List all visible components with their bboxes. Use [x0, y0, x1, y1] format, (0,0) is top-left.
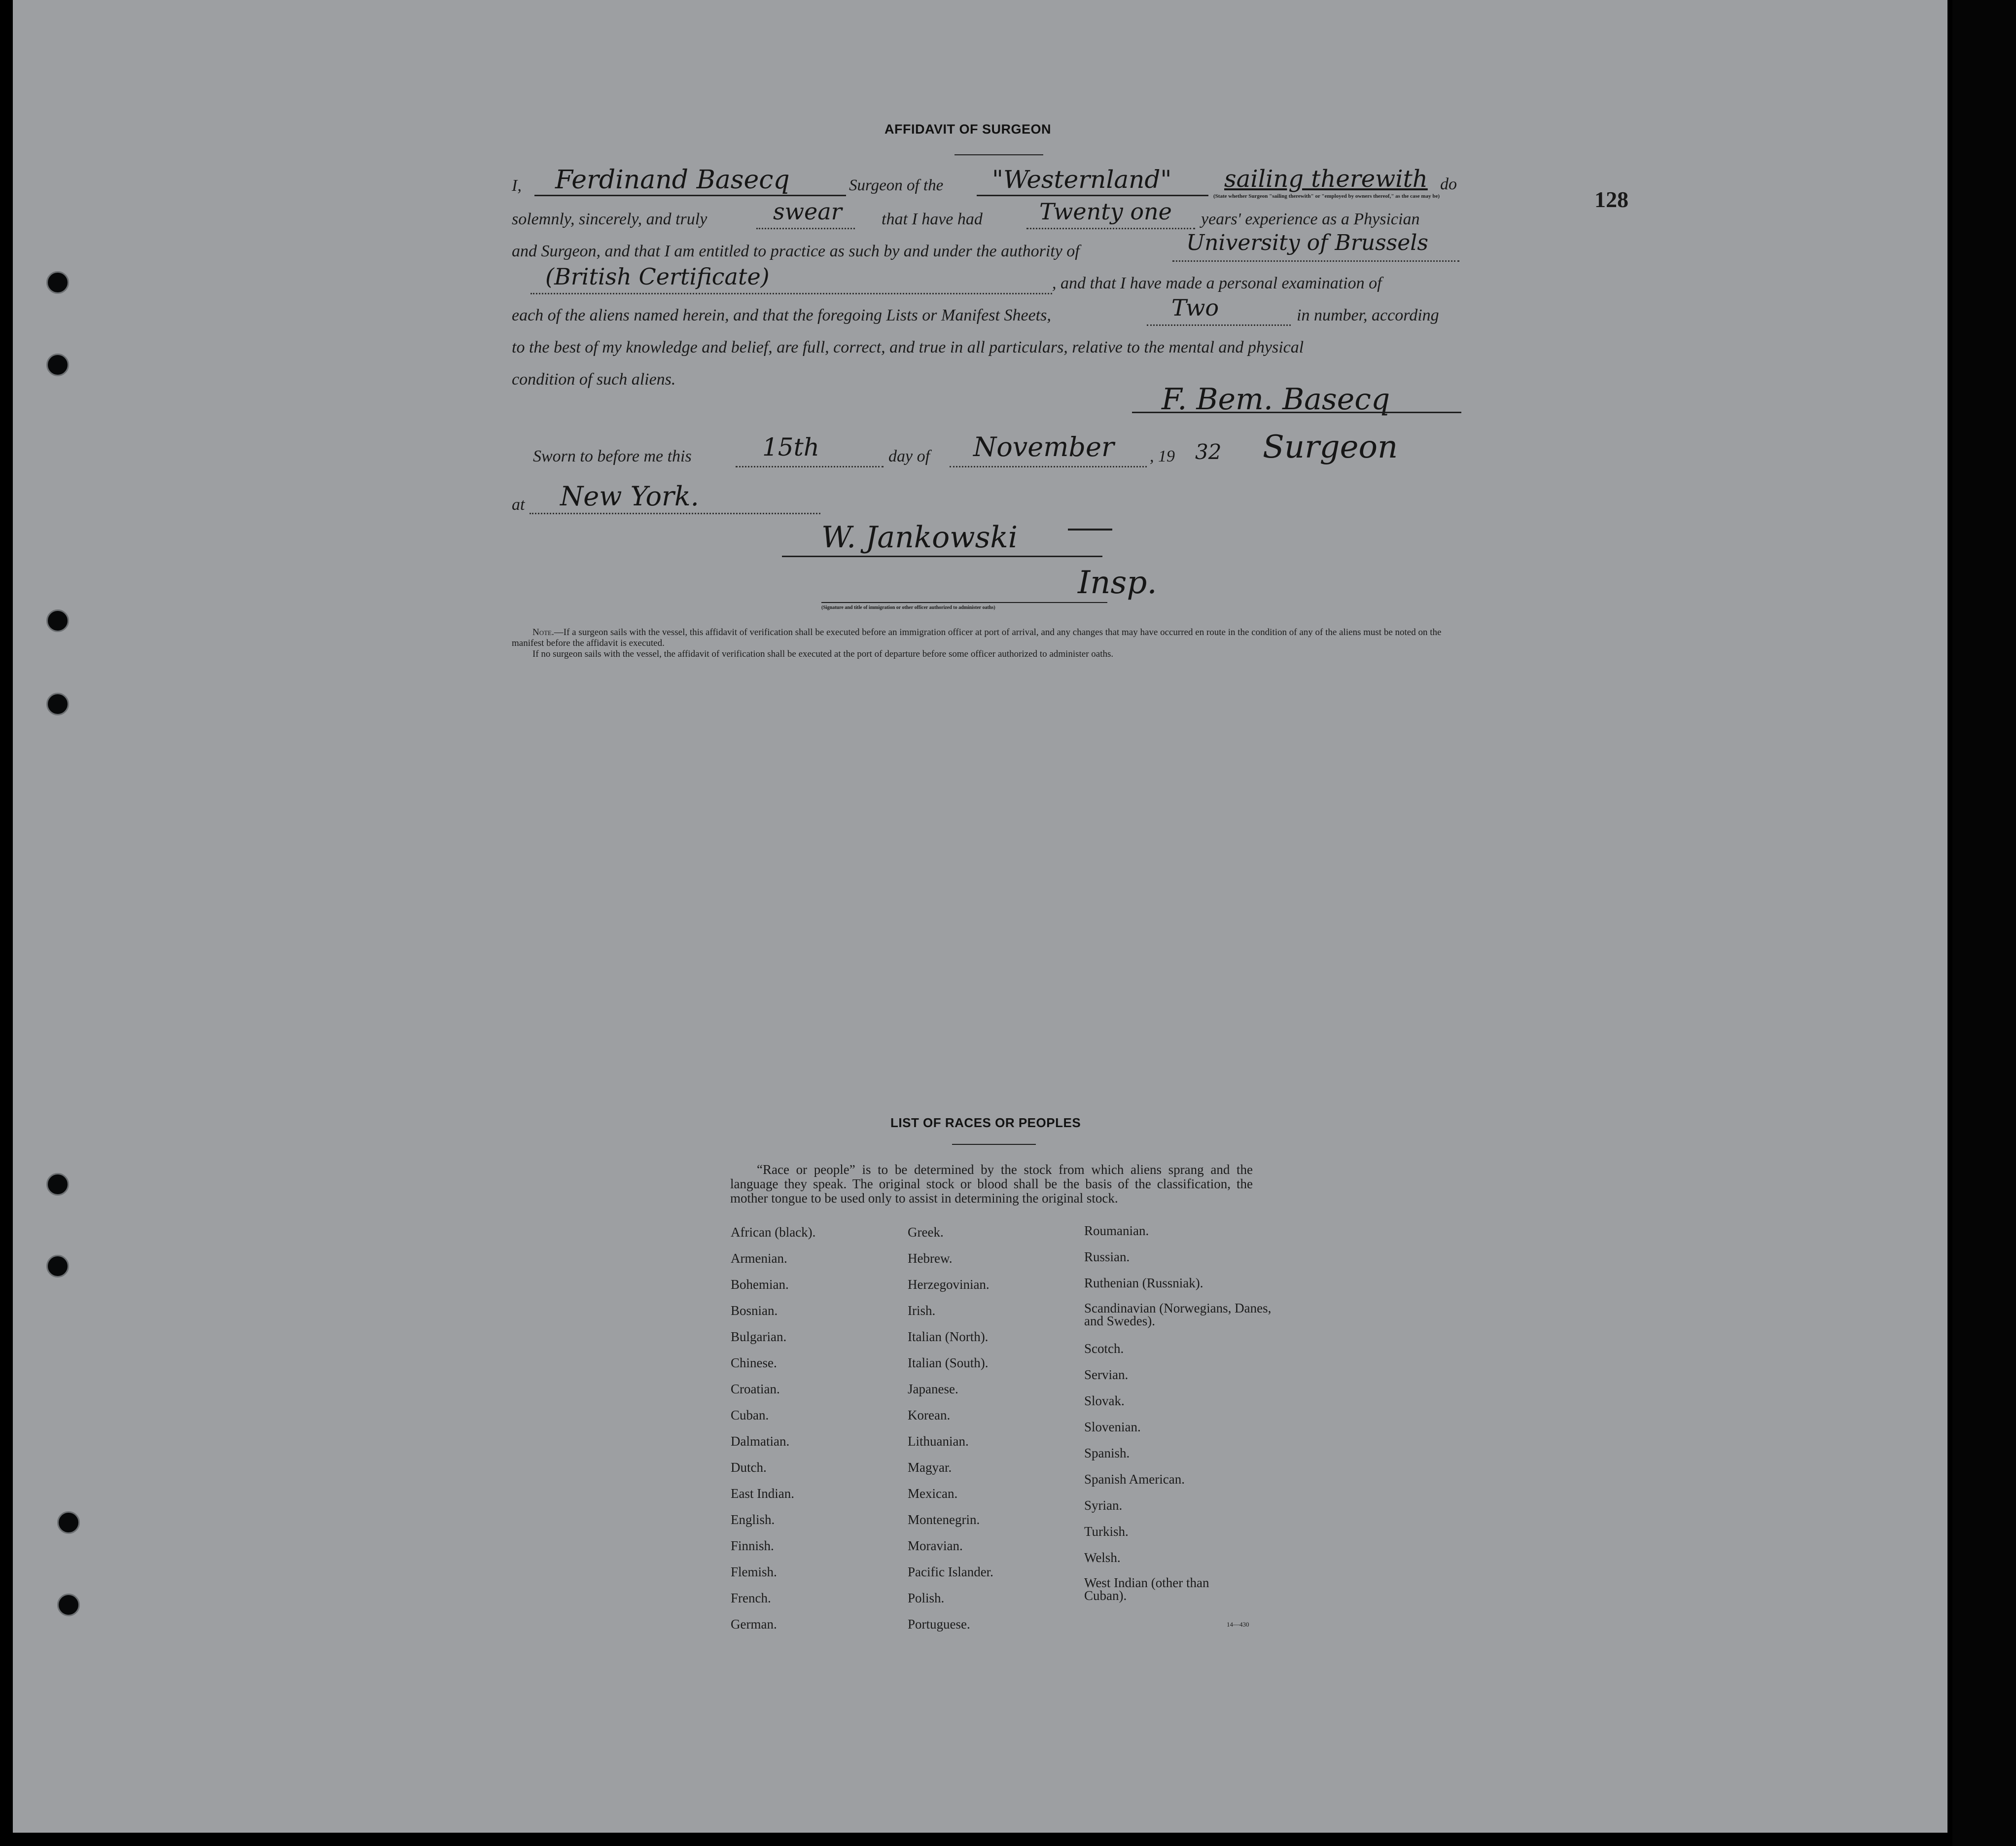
race-item: Korean. [908, 1408, 951, 1422]
sworn-month-line [950, 466, 1147, 467]
races-title-rule [952, 1144, 1036, 1145]
race-item: Irish. [908, 1303, 936, 1318]
race-item: Dalmatian. [731, 1434, 790, 1449]
surgeon-word: Surgeon [1263, 429, 1398, 465]
sworn-day-field: 15th [762, 433, 819, 462]
officer-flourish [1068, 529, 1112, 531]
officer-title-line [821, 602, 1107, 603]
sworn-month-field: November [973, 431, 1114, 462]
race-item: East Indian. [731, 1486, 794, 1501]
binder-hole [46, 1255, 69, 1278]
note-paragraph-1: —If a surgeon sails with the vessel, this affidavit of verification shall be executed before an immigration officer at port of arrival, and any changes that may have occurred en route in the condition of any of the aliens must be noted on the manifest before the affidavit is executed. [512, 627, 1442, 648]
binder-hole [46, 271, 69, 294]
race-item: Herzegovinian. [908, 1277, 990, 1292]
race-item: Welsh. [1084, 1550, 1121, 1565]
affidavit-note-2: If no surgeon sails with the vessel, the affidavit of verification shall be executed at the port of departure before some officer authorized to administer oaths. [532, 649, 1114, 659]
race-item: West Indian (other than Cuban). [1084, 1575, 1209, 1603]
race-item: French. [731, 1591, 771, 1605]
binder-hole [46, 1173, 69, 1196]
race-item: Bulgarian. [731, 1329, 787, 1344]
affidavit-line2-suffix: years' experience as a Physician [1201, 210, 1420, 228]
authority-line [1172, 260, 1459, 262]
status-hint: (State whether Surgeon "sailing therewith" or "employed by owners thereof," as the case may be) [1213, 193, 1440, 199]
affidavit-title: AFFIDAVIT OF SURGEON [884, 122, 1051, 137]
binder-hole [46, 609, 69, 632]
race-item: Magyar. [908, 1460, 952, 1475]
sworn-year-prefix: , 19 [1150, 447, 1175, 465]
affidavit-line2-mid: that I have had [882, 210, 983, 228]
at-prefix: at [512, 496, 525, 514]
race-item: Japanese. [908, 1382, 958, 1396]
page-number: 128 [1594, 187, 1628, 212]
race-item: Greek. [908, 1225, 944, 1240]
years-line [1026, 228, 1195, 229]
race-item: German. [731, 1617, 777, 1632]
race-item: Cuban. [731, 1408, 769, 1422]
vessel-name-field: "Westernland" [992, 165, 1172, 194]
authority-field: University of Brussels [1186, 230, 1428, 255]
title-rule [955, 154, 1043, 155]
surgeon-name-field: Ferdinand Basecq [555, 165, 790, 195]
race-item: Pacific Islander. [908, 1564, 993, 1579]
affidavit-line5-suffix: in number, according [1297, 306, 1439, 324]
vessel-name-line [977, 195, 1208, 196]
affidavit-line7: condition of such aliens. [512, 370, 676, 389]
race-item: Turkish. [1084, 1524, 1129, 1539]
film-edge [1952, 0, 2016, 1846]
certificate-field: (British Certificate) [545, 263, 770, 290]
oath-line [756, 228, 855, 229]
sworn-mid: day of [888, 447, 930, 465]
surgeon-signature: F. Bem. Basecq [1162, 382, 1390, 417]
race-item: Scotch. [1084, 1341, 1124, 1356]
races-intro: “Race or people” is to be determined by the stock from which aliens sprang and the language they speak. The original stock or blood shall be the basis of the classification, the mother tongue to be used only to assist in determining the original stock. [730, 1162, 1253, 1206]
race-item: Armenian. [731, 1251, 787, 1266]
affidavit-line2-prefix: solemnly, sincerely, and truly [512, 210, 707, 228]
affidavit-line1-prefix: I, [512, 177, 522, 195]
race-item: Hebrew. [908, 1251, 953, 1266]
binder-hole [57, 1594, 80, 1616]
sworn-year-field: 32 [1195, 440, 1222, 464]
race-item: Slovenian. [1084, 1420, 1141, 1434]
oath-field: swear [773, 198, 842, 225]
races-title: LIST OF RACES OR PEOPLES [890, 1115, 1081, 1130]
officer-title: Insp. [1078, 565, 1157, 601]
race-item: Italian (North). [908, 1329, 989, 1344]
race-item: Syrian. [1084, 1498, 1123, 1513]
affidavit-line4-text: , and that I have made a personal examination of [1052, 274, 1382, 292]
binder-hole [46, 693, 69, 715]
race-item: Mexican. [908, 1486, 958, 1501]
surgeon-name-line [534, 195, 846, 196]
sworn-day-line [736, 466, 884, 467]
at-place-line [530, 513, 820, 514]
race-item: Servian. [1084, 1367, 1129, 1382]
race-item: Flemish. [731, 1564, 777, 1579]
affidavit-line3-text: and Surgeon, and that I am entitled to practice as such by and under the authority of [512, 242, 1080, 260]
race-item: Bosnian. [731, 1303, 778, 1318]
race-item: African (black). [731, 1225, 816, 1240]
sheets-count-line [1147, 324, 1291, 326]
binder-hole [46, 354, 69, 376]
race-item: Bohemian. [731, 1277, 789, 1292]
race-item: Croatian. [731, 1382, 780, 1396]
affidavit-line5-prefix: each of the aliens named herein, and that the foregoing Lists or Manifest Sheets, [512, 306, 1051, 324]
affidavit-line6: to the best of my knowledge and belief, are full, correct, and true in all particulars, relative to the mental and physical [512, 338, 1304, 356]
form-number: 14—430 [1227, 1621, 1249, 1628]
race-item: Ruthenian (Russniak). [1084, 1276, 1203, 1290]
note-lead: Note. [532, 627, 554, 638]
years-field: Twenty one [1039, 198, 1172, 225]
officer-caption: (Signature and title of immigration or other officer authorized to administer oaths) [821, 605, 995, 610]
race-item: Chinese. [731, 1355, 777, 1370]
affidavit-line1-mid: Surgeon of the [849, 177, 944, 194]
surgeon-status-field: sailing therewith [1224, 165, 1428, 193]
race-item: Russian. [1084, 1249, 1130, 1264]
binder-hole [57, 1511, 80, 1534]
sworn-prefix: Sworn to before me this [533, 447, 692, 465]
sheets-count-field: Two [1171, 294, 1219, 321]
race-item: Spanish American. [1084, 1472, 1185, 1487]
officer-signature-line [782, 556, 1102, 557]
manifest-sheet [13, 0, 1947, 1833]
at-place-field: New York. [560, 481, 699, 512]
race-item: Scandinavian (Norwegians, Danes, and Swedes). [1084, 1301, 1272, 1328]
race-item: Portuguese. [908, 1617, 970, 1632]
race-item: Montenegrin. [908, 1512, 980, 1527]
officer-signature: W. Jankowski [821, 520, 1018, 555]
race-item: Finnish. [731, 1538, 774, 1553]
race-item: Italian (South). [908, 1355, 989, 1370]
surgeon-signature-line [1132, 412, 1461, 413]
race-item: Slovak. [1084, 1393, 1125, 1408]
race-item: Spanish. [1084, 1446, 1130, 1460]
affidavit-note [512, 627, 1473, 649]
race-item: English. [731, 1512, 775, 1527]
race-item: Dutch. [731, 1460, 767, 1475]
race-item: Lithuanian. [908, 1434, 969, 1449]
affidavit-line1-suffix: do [1440, 175, 1457, 193]
race-item: Roumanian. [1084, 1223, 1149, 1238]
race-item: Polish. [908, 1591, 945, 1605]
race-item: Moravian. [908, 1538, 963, 1553]
certificate-line [531, 293, 1052, 294]
